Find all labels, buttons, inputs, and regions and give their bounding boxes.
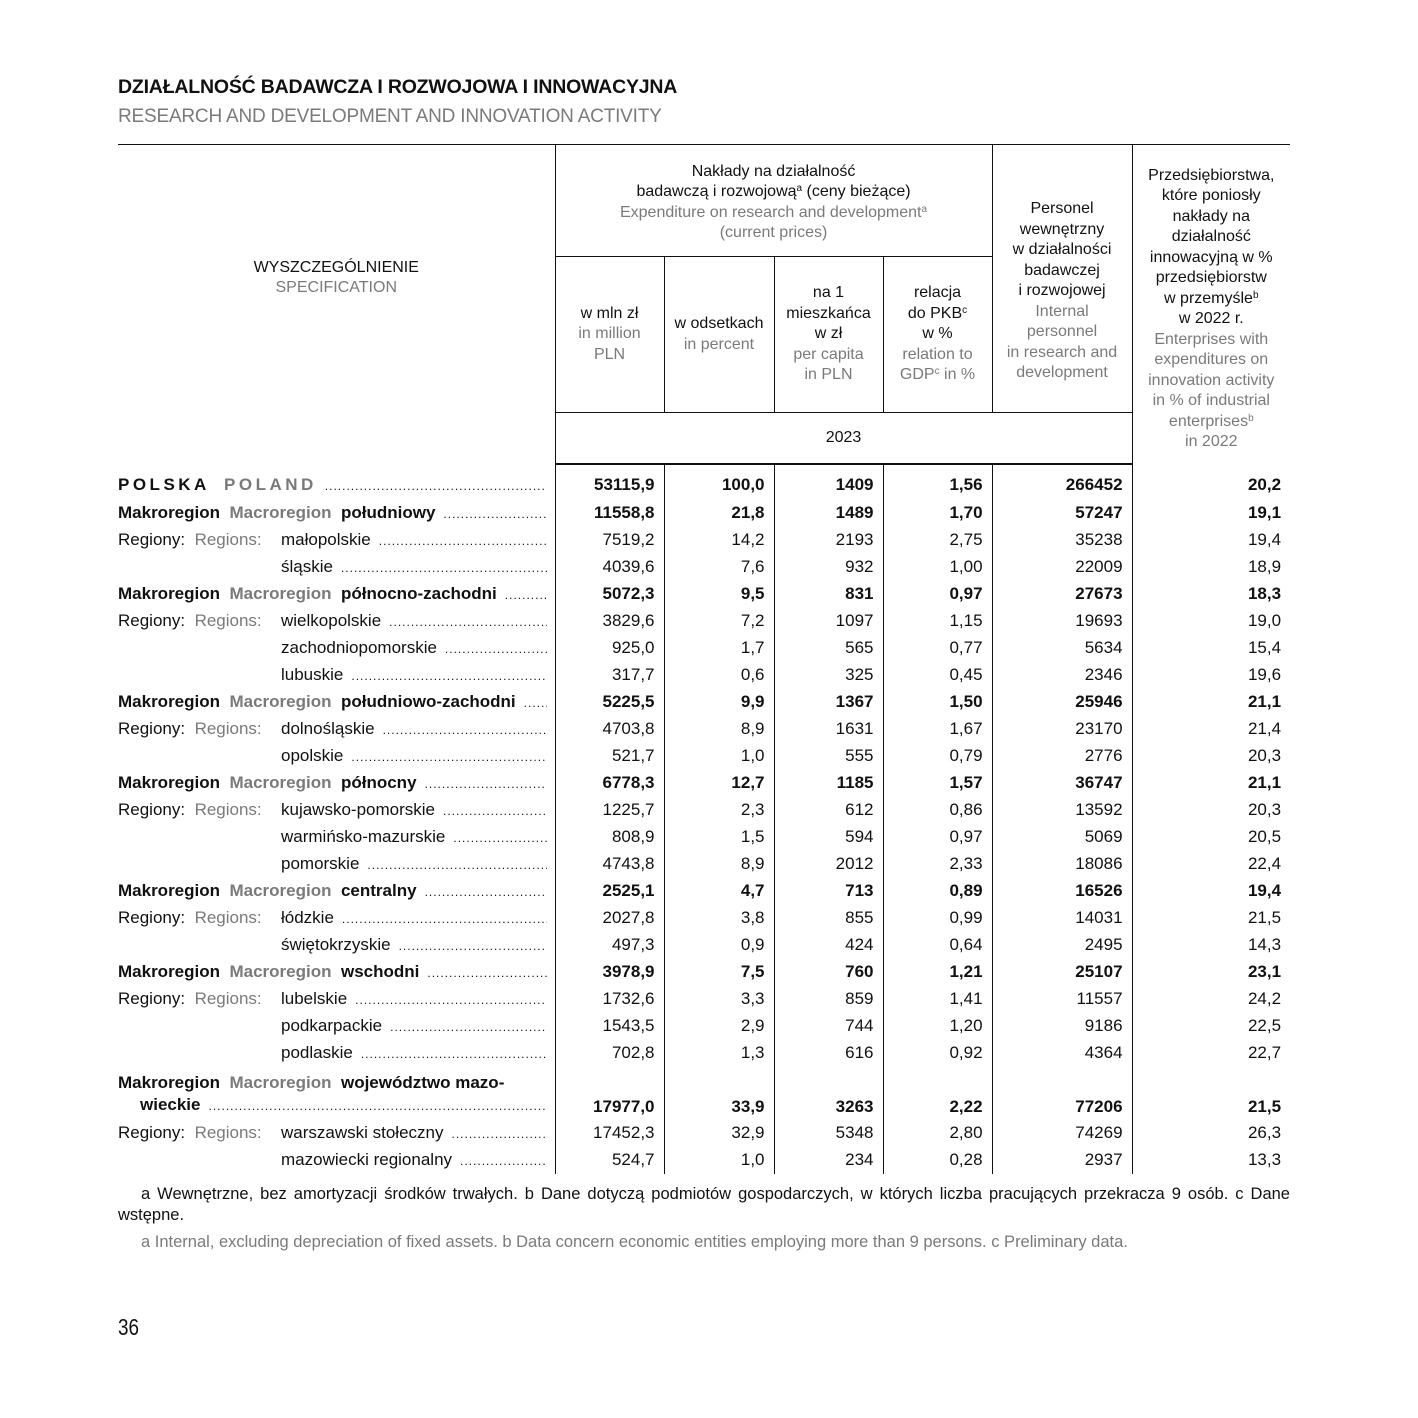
regions-label-en: Regions: <box>194 1123 262 1142</box>
leader-dots <box>379 534 547 548</box>
leader-dots <box>367 858 546 872</box>
value-cell: 1543,5 <box>555 1013 664 1040</box>
value-cell: 2776 <box>992 743 1132 770</box>
table-row <box>118 770 1290 797</box>
row-specification <box>118 743 555 770</box>
value-cell: 18086 <box>992 851 1132 878</box>
value-cell: 317,7 <box>555 662 664 689</box>
row-specification <box>118 932 555 959</box>
value-cell: 18,3 <box>1132 581 1290 608</box>
value-cell: 855 <box>774 905 883 932</box>
header-col-per-capita: na 1 mieszkańca w zł per capita in PLN <box>774 257 883 413</box>
table-row <box>118 608 1290 635</box>
row-label: południowy <box>340 503 436 522</box>
row-label-cont: wieckie <box>140 1094 201 1114</box>
value-cell: 266452 <box>992 464 1132 500</box>
value-cell: 0,77 <box>883 635 992 662</box>
value-cell: 7,2 <box>664 608 774 635</box>
leader-dots <box>425 777 547 791</box>
regions-label: Regiony: <box>118 800 186 819</box>
row-label: północno-zachodni <box>340 584 497 603</box>
value-cell: 5634 <box>992 635 1132 662</box>
value-cell: 2193 <box>774 527 883 554</box>
value-cell: 24,2 <box>1132 986 1290 1013</box>
leader-dots <box>389 615 546 629</box>
value-cell: 5072,3 <box>555 581 664 608</box>
row-specification <box>118 851 555 878</box>
leader-dots <box>453 831 546 845</box>
value-cell: 0,97 <box>883 581 992 608</box>
row-specification <box>118 689 555 716</box>
table-row <box>118 797 1290 824</box>
value-cell: 1,20 <box>883 1013 992 1040</box>
value-cell: 1,15 <box>883 608 992 635</box>
macroregion-label: Makroregion <box>118 692 221 711</box>
value-cell: 744 <box>774 1013 883 1040</box>
row-label: podlaskie <box>281 1043 353 1062</box>
value-cell: 713 <box>774 878 883 905</box>
macroregion-label-en: Macroregion <box>229 773 332 792</box>
row-label: małopolskie <box>281 530 371 549</box>
value-cell: 20,3 <box>1132 797 1290 824</box>
value-cell: 57247 <box>992 500 1132 527</box>
value-cell: 25946 <box>992 689 1132 716</box>
row-specification <box>118 554 555 581</box>
leader-dots <box>443 804 547 818</box>
regions-label: Regiony: <box>118 530 186 549</box>
value-cell: 23170 <box>992 716 1132 743</box>
value-cell: 11557 <box>992 986 1132 1013</box>
table-row <box>118 851 1290 878</box>
header-year: 2023 <box>555 413 1132 464</box>
value-cell: 1,21 <box>883 959 992 986</box>
value-cell: 19,4 <box>1132 878 1290 905</box>
value-cell: 7,5 <box>664 959 774 986</box>
row-label: warmińsko-mazurskie <box>281 827 446 846</box>
value-cell: 616 <box>774 1040 883 1067</box>
value-cell: 74269 <box>992 1120 1132 1147</box>
value-cell: 3829,6 <box>555 608 664 635</box>
value-cell: 7,6 <box>664 554 774 581</box>
value-cell: 7519,2 <box>555 527 664 554</box>
table-row <box>118 905 1290 932</box>
value-cell: 2027,8 <box>555 905 664 932</box>
value-cell: 19,0 <box>1132 608 1290 635</box>
row-label: POLSKA <box>118 474 210 494</box>
value-cell: 32,9 <box>664 1120 774 1147</box>
leader-dots <box>351 750 546 764</box>
value-cell: 35238 <box>992 527 1132 554</box>
row-specification <box>118 986 555 1013</box>
footnote-en: a Internal, excluding depreciation of fixed assets. b Data concern economic entities employing more than 9 persons. c Preliminary data. <box>141 1233 1128 1251</box>
value-cell: 594 <box>774 824 883 851</box>
regions-label-en: Regions: <box>194 719 262 738</box>
row-label: województwo mazo- <box>340 1072 505 1092</box>
table-row <box>118 716 1290 743</box>
row-specification <box>118 716 555 743</box>
value-cell: 497,3 <box>555 932 664 959</box>
regions-label: Regiony: <box>118 611 186 630</box>
macroregion-label-en: Macroregion <box>229 881 332 900</box>
row-specification <box>118 527 555 554</box>
table-row <box>118 581 1290 608</box>
value-cell: 1,50 <box>883 689 992 716</box>
regions-label: Regiony: <box>118 719 186 738</box>
regions-label-en: Regions: <box>194 611 262 630</box>
value-cell: 0,99 <box>883 905 992 932</box>
row-label: wschodni <box>340 962 420 981</box>
value-cell: 1,70 <box>883 500 992 527</box>
leader-dots <box>427 966 546 980</box>
row-label-en: POLAND <box>224 474 317 494</box>
leader-dots <box>505 588 547 602</box>
value-cell: 15,4 <box>1132 635 1290 662</box>
row-specification <box>118 1120 555 1147</box>
row-label: kujawsko-pomorskie <box>281 800 435 819</box>
row-specification <box>118 824 555 851</box>
value-cell: 0,9 <box>664 932 774 959</box>
value-cell: 1,57 <box>883 770 992 797</box>
value-cell: 27673 <box>992 581 1132 608</box>
row-label: mazowiecki regionalny <box>281 1150 453 1169</box>
row-specification <box>118 1013 555 1040</box>
value-cell: 1,00 <box>883 554 992 581</box>
leader-dots <box>452 1127 547 1141</box>
leader-dots <box>341 561 547 575</box>
value-cell: 100,0 <box>664 464 774 500</box>
leader-dots <box>383 723 547 737</box>
value-cell: 9186 <box>992 1013 1132 1040</box>
leader-dots <box>209 1095 547 1117</box>
value-cell: 4,7 <box>664 878 774 905</box>
value-cell: 1225,7 <box>555 797 664 824</box>
value-cell: 19,4 <box>1132 527 1290 554</box>
value-cell: 12,7 <box>664 770 774 797</box>
table-row <box>118 1040 1290 1067</box>
table-row <box>118 635 1290 662</box>
value-cell: 1185 <box>774 770 883 797</box>
value-cell: 1,5 <box>664 824 774 851</box>
regions-label: Regiony: <box>118 908 186 927</box>
regions-label: Regiony: <box>118 1123 186 1142</box>
row-label: zachodniopomorskie <box>281 638 437 657</box>
macroregion-label-en: Macroregion <box>229 584 332 603</box>
table-row <box>118 878 1290 905</box>
macroregion-label: Makroregion <box>118 881 221 900</box>
table-row <box>118 1120 1290 1147</box>
value-cell: 1631 <box>774 716 883 743</box>
row-specification <box>118 1147 555 1174</box>
value-cell: 1,41 <box>883 986 992 1013</box>
value-cell: 0,86 <box>883 797 992 824</box>
value-cell: 2937 <box>992 1147 1132 1174</box>
value-cell: 11558,8 <box>555 500 664 527</box>
table-row <box>118 986 1290 1013</box>
value-cell: 14031 <box>992 905 1132 932</box>
header-col-million-pln: w mln zł in million PLN <box>555 257 664 413</box>
value-cell: 0,97 <box>883 824 992 851</box>
leader-dots <box>342 912 547 926</box>
table-row <box>118 464 1290 500</box>
table-row <box>118 824 1290 851</box>
leader-dots <box>524 696 547 710</box>
value-cell: 2525,1 <box>555 878 664 905</box>
regions-label: Regiony: <box>118 989 186 1008</box>
value-cell: 1409 <box>774 464 883 500</box>
value-cell: 0,28 <box>883 1147 992 1174</box>
footnote-pl: a Wewnętrzne, bez amortyzacji środków trwałych. b Dane dotyczą podmiotów gospodarczych, w których liczba pracujących przekracza 9 osób. c Dane wstępne. <box>118 1185 1290 1224</box>
value-cell: 808,9 <box>555 824 664 851</box>
value-cell: 21,5 <box>1132 1067 1290 1120</box>
value-cell: 2,3 <box>664 797 774 824</box>
value-cell: 22009 <box>992 554 1132 581</box>
table-row <box>118 932 1290 959</box>
row-specification <box>118 464 555 500</box>
table-row <box>118 1147 1290 1174</box>
row-label: wielkopolskie <box>281 611 382 630</box>
value-cell: 0,92 <box>883 1040 992 1067</box>
table-row <box>118 662 1290 689</box>
macroregion-label: Makroregion <box>118 773 221 792</box>
row-label: warszawski stołeczny <box>281 1123 444 1142</box>
value-cell: 26,3 <box>1132 1120 1290 1147</box>
value-cell: 1,3 <box>664 1040 774 1067</box>
macroregion-label: Makroregion <box>118 503 221 522</box>
value-cell: 20,2 <box>1132 464 1290 500</box>
table-row <box>118 527 1290 554</box>
value-cell: 565 <box>774 635 883 662</box>
value-cell: 33,9 <box>664 1067 774 1120</box>
value-cell: 20,5 <box>1132 824 1290 851</box>
value-cell: 19,1 <box>1132 500 1290 527</box>
row-label: dolnośląskie <box>281 719 375 738</box>
leader-dots <box>425 885 547 899</box>
leader-dots <box>445 642 547 656</box>
value-cell: 9,9 <box>664 689 774 716</box>
value-cell: 1097 <box>774 608 883 635</box>
value-cell: 77206 <box>992 1067 1132 1120</box>
value-cell: 2,80 <box>883 1120 992 1147</box>
value-cell: 521,7 <box>555 743 664 770</box>
value-cell: 5348 <box>774 1120 883 1147</box>
value-cell: 4703,8 <box>555 716 664 743</box>
value-cell: 5069 <box>992 824 1132 851</box>
table-row <box>118 689 1290 716</box>
value-cell: 36747 <box>992 770 1132 797</box>
row-label: podkarpackie <box>281 1016 383 1035</box>
value-cell: 2,22 <box>883 1067 992 1120</box>
value-cell: 22,5 <box>1132 1013 1290 1040</box>
row-specification <box>118 608 555 635</box>
value-cell: 2,9 <box>664 1013 774 1040</box>
leader-dots <box>355 993 546 1007</box>
value-cell: 2346 <box>992 662 1132 689</box>
value-cell: 5225,5 <box>555 689 664 716</box>
row-specification <box>118 1040 555 1067</box>
value-cell: 13,3 <box>1132 1147 1290 1174</box>
macroregion-label: Makroregion <box>118 1072 221 1092</box>
value-cell: 6778,3 <box>555 770 664 797</box>
value-cell: 25107 <box>992 959 1132 986</box>
macroregion-label-en: Macroregion <box>229 962 332 981</box>
header-col-gdp: relacja do PKB$^c$ w % relation to GDP$^c$ in % <box>883 257 992 413</box>
header-expenditure: Nakłady na działalność badawczą i rozwojową$^a$ (ceny bieżące) Expenditure on research and development$^a$ (current prices) <box>555 145 992 257</box>
value-cell: 3,3 <box>664 986 774 1013</box>
value-cell: 21,4 <box>1132 716 1290 743</box>
macroregion-label-en: Macroregion <box>229 1072 332 1092</box>
row-label: łódzkie <box>281 908 334 927</box>
value-cell: 524,7 <box>555 1147 664 1174</box>
value-cell: 2495 <box>992 932 1132 959</box>
row-label: centralny <box>340 881 417 900</box>
row-specification <box>118 878 555 905</box>
row-specification <box>118 905 555 932</box>
value-cell: 1489 <box>774 500 883 527</box>
value-cell: 760 <box>774 959 883 986</box>
header-personnel: Personel wewnętrzny w działalności badawczej i rozwojowej Internal personnel in research and development <box>992 145 1132 413</box>
row-label: pomorskie <box>281 854 360 873</box>
value-cell: 17452,3 <box>555 1120 664 1147</box>
page-title: DZIAŁALNOŚĆ BADAWCZA I ROZWOJOWA I INNOWACYJNA <box>118 76 678 98</box>
table-row <box>118 1067 1290 1120</box>
leader-dots <box>399 939 547 953</box>
value-cell: 21,1 <box>1132 689 1290 716</box>
row-label: opolskie <box>281 746 344 765</box>
value-cell: 14,2 <box>664 527 774 554</box>
table-row <box>118 959 1290 986</box>
row-specification <box>118 635 555 662</box>
value-cell: 22,7 <box>1132 1040 1290 1067</box>
value-cell: 4039,6 <box>555 554 664 581</box>
leader-dots <box>390 1020 546 1034</box>
row-specification <box>118 1067 555 1120</box>
row-specification <box>118 770 555 797</box>
leader-dots <box>351 669 546 683</box>
row-specification <box>118 662 555 689</box>
value-cell: 53115,9 <box>555 464 664 500</box>
value-cell: 8,9 <box>664 716 774 743</box>
value-cell: 21,5 <box>1132 905 1290 932</box>
row-specification <box>118 797 555 824</box>
value-cell: 20,3 <box>1132 743 1290 770</box>
page-number: 36 <box>118 1314 139 1340</box>
value-cell: 702,8 <box>555 1040 664 1067</box>
leader-dots <box>460 1154 546 1168</box>
row-label: lubelskie <box>281 989 348 1008</box>
value-cell: 1732,6 <box>555 986 664 1013</box>
row-label: śląskie <box>281 557 333 576</box>
macroregion-label: Makroregion <box>118 584 221 603</box>
macroregion-label: Makroregion <box>118 962 221 981</box>
table-row <box>118 1013 1290 1040</box>
value-cell: 0,6 <box>664 662 774 689</box>
value-cell: 1,7 <box>664 635 774 662</box>
value-cell: 325 <box>774 662 883 689</box>
value-cell: 1,56 <box>883 464 992 500</box>
row-label: północny <box>340 773 417 792</box>
table-row <box>118 500 1290 527</box>
page-subtitle: RESEARCH AND DEVELOPMENT AND INNOVATION ACTIVITY <box>118 106 662 127</box>
value-cell: 4364 <box>992 1040 1132 1067</box>
value-cell: 13592 <box>992 797 1132 824</box>
value-cell: 3263 <box>774 1067 883 1120</box>
value-cell: 3,8 <box>664 905 774 932</box>
value-cell: 2012 <box>774 851 883 878</box>
value-cell: 612 <box>774 797 883 824</box>
value-cell: 932 <box>774 554 883 581</box>
value-cell: 14,3 <box>1132 932 1290 959</box>
value-cell: 1,67 <box>883 716 992 743</box>
value-cell: 0,79 <box>883 743 992 770</box>
regions-label-en: Regions: <box>194 530 262 549</box>
value-cell: 2,33 <box>883 851 992 878</box>
macroregion-label-en: Macroregion <box>229 503 332 522</box>
value-cell: 21,8 <box>664 500 774 527</box>
value-cell: 859 <box>774 986 883 1013</box>
value-cell: 0,45 <box>883 662 992 689</box>
value-cell: 3978,9 <box>555 959 664 986</box>
value-cell: 2,75 <box>883 527 992 554</box>
value-cell: 19693 <box>992 608 1132 635</box>
value-cell: 1,0 <box>664 1147 774 1174</box>
value-cell: 831 <box>774 581 883 608</box>
macroregion-label-en: Macroregion <box>229 692 332 711</box>
value-cell: 1367 <box>774 689 883 716</box>
value-cell: 9,5 <box>664 581 774 608</box>
value-cell: 0,89 <box>883 878 992 905</box>
value-cell: 21,1 <box>1132 770 1290 797</box>
data-table <box>118 144 1290 1174</box>
value-cell: 0,64 <box>883 932 992 959</box>
value-cell: 555 <box>774 743 883 770</box>
regions-label-en: Regions: <box>194 800 262 819</box>
header-enterprises: Przedsiębiorstwa, które poniosły nakłady na działalność innowacyjną w % przedsiębiorstw w przemyśle$^b$ w 2022 r. Enterprises with expenditures on innovation activity in % of industrial enterprises$^b$ in 2022 <box>1132 145 1290 464</box>
value-cell: 4743,8 <box>555 851 664 878</box>
value-cell: 8,9 <box>664 851 774 878</box>
value-cell: 23,1 <box>1132 959 1290 986</box>
value-cell: 22,4 <box>1132 851 1290 878</box>
regions-label-en: Regions: <box>194 989 262 1008</box>
value-cell: 234 <box>774 1147 883 1174</box>
regions-label-en: Regions: <box>194 908 262 927</box>
table-row <box>118 554 1290 581</box>
value-cell: 18,9 <box>1132 554 1290 581</box>
leader-dots <box>443 507 546 521</box>
row-specification <box>118 581 555 608</box>
value-cell: 925,0 <box>555 635 664 662</box>
table-row <box>118 743 1290 770</box>
value-cell: 17977,0 <box>555 1067 664 1120</box>
header-col-percent: w odsetkach in percent <box>664 257 774 413</box>
row-label: południowo-zachodni <box>340 692 516 711</box>
row-specification <box>118 959 555 986</box>
value-cell: 424 <box>774 932 883 959</box>
leader-dots <box>361 1047 547 1061</box>
row-label: lubuskie <box>281 665 344 684</box>
leader-dots <box>325 479 547 493</box>
value-cell: 1,0 <box>664 743 774 770</box>
value-cell: 16526 <box>992 878 1132 905</box>
value-cell: 19,6 <box>1132 662 1290 689</box>
header-specification: WYSZCZEGÓLNIENIE SPECIFICATION <box>118 145 555 464</box>
row-label: świętokrzyskie <box>281 935 391 954</box>
row-specification <box>118 500 555 527</box>
